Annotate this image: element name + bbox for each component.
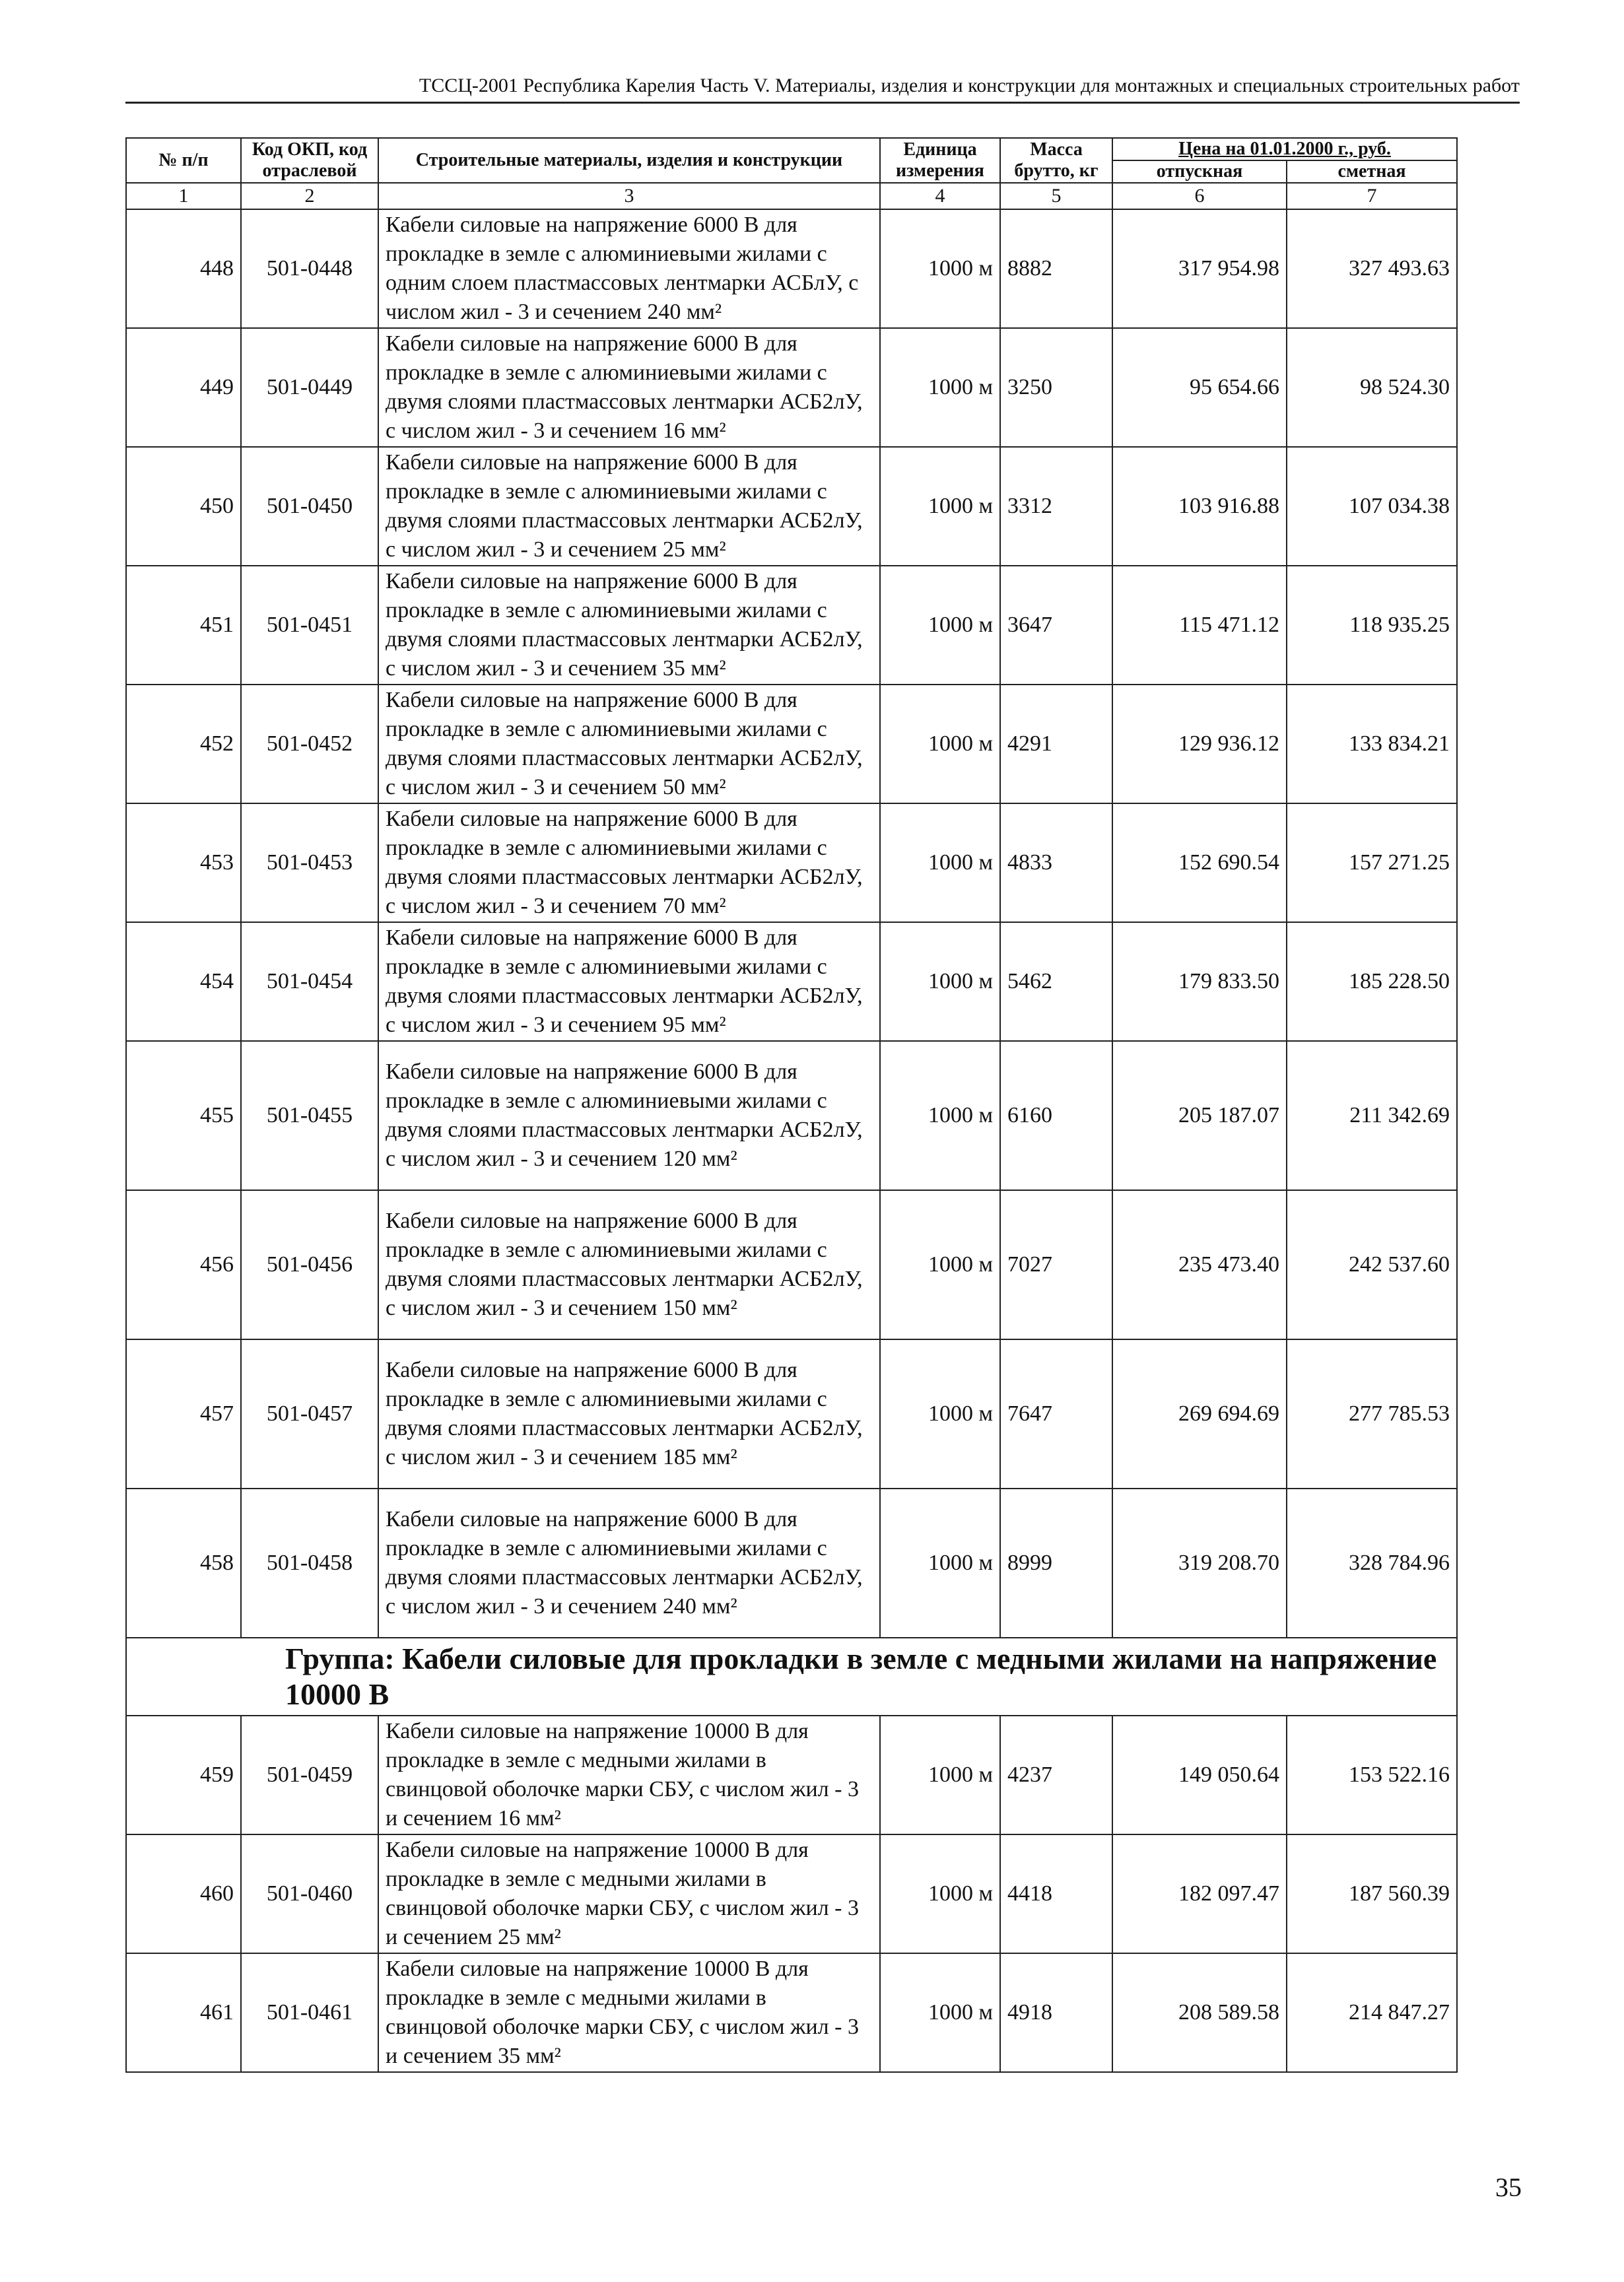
row-release-price: 269 694.69 [1112, 1339, 1287, 1489]
row-mass: 4918 [1000, 1953, 1112, 2072]
row-code: 501-0460 [241, 1834, 378, 1953]
row-number: 451 [126, 566, 241, 685]
row-estimate-price: 277 785.53 [1287, 1339, 1457, 1489]
row-release-price: 317 954.98 [1112, 209, 1287, 328]
table-row [126, 566, 1457, 685]
table-row [126, 328, 1457, 447]
row-release-price: 235 473.40 [1112, 1190, 1287, 1339]
row-release-price: 149 050.64 [1112, 1716, 1287, 1834]
row-unit: 1000 м [880, 1834, 1000, 1953]
row-release-price: 115 471.12 [1112, 566, 1287, 685]
row-unit: 1000 м [880, 1489, 1000, 1638]
row-number: 460 [126, 1834, 241, 1953]
table-body-copper [126, 1716, 1457, 2072]
row-estimate-price: 187 560.39 [1287, 1834, 1457, 1953]
row-unit: 1000 м [880, 803, 1000, 922]
row-number: 454 [126, 922, 241, 1041]
row-release-price: 319 208.70 [1112, 1489, 1287, 1638]
table-row [126, 1190, 1457, 1339]
row-release-price: 95 654.66 [1112, 328, 1287, 447]
row-code: 501-0456 [241, 1190, 378, 1339]
row-release-price: 103 916.88 [1112, 447, 1287, 566]
row-code: 501-0449 [241, 328, 378, 447]
row-description: Кабели силовые на напряжение 6000 В для прокладке в земле с алюминиевыми жилами с двумя слоями пластмассовых лентмарки АСБ2лУ, с числом жил - 3 и сечением 150 мм² [378, 1190, 880, 1339]
row-unit: 1000 м [880, 922, 1000, 1041]
row-release-price: 208 589.58 [1112, 1953, 1287, 2072]
table-row [126, 922, 1457, 1041]
row-description: Кабели силовые на напряжение 10000 В для прокладке в земле с медными жилами в свинцовой оболочке марки СБУ, с числом жил - 3 и сечением 16 мм² [378, 1716, 880, 1834]
row-number: 449 [126, 328, 241, 447]
row-code: 501-0454 [241, 922, 378, 1041]
row-estimate-price: 98 524.30 [1287, 328, 1457, 447]
row-code: 501-0452 [241, 685, 378, 803]
col-header-estimate: сметная [1287, 160, 1457, 183]
row-mass: 3647 [1000, 566, 1112, 685]
row-mass: 4833 [1000, 803, 1112, 922]
page-header: ТССЦ-2001 Республика Карелия Часть V. Материалы, изделия и конструкции для монтажных и специальных строительных работ [125, 73, 1520, 104]
row-description: Кабели силовые на напряжение 6000 В для прокладке в земле с алюминиевыми жилами с одним слоем пластмассовых лентмарки АСБлУ, с числом жил - 3 и сечением 240 мм² [378, 209, 880, 328]
row-unit: 1000 м [880, 447, 1000, 566]
row-mass: 3312 [1000, 447, 1112, 566]
row-code: 501-0451 [241, 566, 378, 685]
col-number: 6 [1112, 183, 1287, 209]
row-estimate-price: 133 834.21 [1287, 685, 1457, 803]
row-release-price: 152 690.54 [1112, 803, 1287, 922]
row-mass: 8882 [1000, 209, 1112, 328]
row-unit: 1000 м [880, 328, 1000, 447]
price-table [125, 137, 1458, 2073]
row-number: 452 [126, 685, 241, 803]
row-code: 501-0448 [241, 209, 378, 328]
row-number: 453 [126, 803, 241, 922]
row-description: Кабели силовые на напряжение 6000 В для прокладке в земле с алюминиевыми жилами с двумя слоями пластмассовых лентмарки АСБ2лУ, с числом жил - 3 и сечением 185 мм² [378, 1339, 880, 1489]
row-code: 501-0455 [241, 1041, 378, 1190]
col-number: 3 [378, 183, 880, 209]
row-number: 458 [126, 1489, 241, 1638]
row-code: 501-0457 [241, 1339, 378, 1489]
row-number: 455 [126, 1041, 241, 1190]
row-code: 501-0461 [241, 1953, 378, 2072]
row-mass: 7647 [1000, 1339, 1112, 1489]
row-number: 448 [126, 209, 241, 328]
row-release-price: 179 833.50 [1112, 922, 1287, 1041]
row-estimate-price: 211 342.69 [1287, 1041, 1457, 1190]
col-header-unit: Единица измерения [880, 138, 1000, 183]
col-header-num: № п/п [126, 138, 241, 183]
table-row [126, 447, 1457, 566]
row-code: 501-0450 [241, 447, 378, 566]
row-estimate-price: 107 034.38 [1287, 447, 1457, 566]
row-mass: 7027 [1000, 1190, 1112, 1339]
table-row [126, 1834, 1457, 1953]
row-estimate-price: 242 537.60 [1287, 1190, 1457, 1339]
table-row [126, 803, 1457, 922]
row-unit: 1000 м [880, 1041, 1000, 1190]
row-release-price: 182 097.47 [1112, 1834, 1287, 1953]
row-unit: 1000 м [880, 566, 1000, 685]
col-number: 1 [126, 183, 241, 209]
row-estimate-price: 214 847.27 [1287, 1953, 1457, 2072]
row-description: Кабели силовые на напряжение 6000 В для прокладке в земле с алюминиевыми жилами с двумя слоями пластмассовых лентмарки АСБ2лУ, с числом жил - 3 и сечением 16 мм² [378, 328, 880, 447]
row-mass: 3250 [1000, 328, 1112, 447]
table-row [126, 1953, 1457, 2072]
row-mass: 6160 [1000, 1041, 1112, 1190]
row-unit: 1000 м [880, 1190, 1000, 1339]
col-header-release: отпускная [1112, 160, 1287, 183]
row-description: Кабели силовые на напряжение 10000 В для прокладке в земле с медными жилами в свинцовой оболочке марки СБУ, с числом жил - 3 и сечением 35 мм² [378, 1953, 880, 2072]
table-row [126, 1716, 1457, 1834]
row-number: 457 [126, 1339, 241, 1489]
row-estimate-price: 118 935.25 [1287, 566, 1457, 685]
row-estimate-price: 328 784.96 [1287, 1489, 1457, 1638]
col-number: 7 [1287, 183, 1457, 209]
row-description: Кабели силовые на напряжение 6000 В для прокладке в земле с алюминиевыми жилами с двумя слоями пластмассовых лентмарки АСБ2лУ, с числом жил - 3 и сечением 95 мм² [378, 922, 880, 1041]
table-row [126, 1489, 1457, 1638]
row-unit: 1000 м [880, 685, 1000, 803]
col-number: 4 [880, 183, 1000, 209]
row-code: 501-0458 [241, 1489, 378, 1638]
row-mass: 4237 [1000, 1716, 1112, 1834]
row-mass: 4291 [1000, 685, 1112, 803]
col-header-price: Цена на 01.01.2000 г., руб. [1112, 138, 1457, 160]
row-description: Кабели силовые на напряжение 10000 В для прокладке в земле с медными жилами в свинцовой оболочке марки СБУ, с числом жил - 3 и сечением 25 мм² [378, 1834, 880, 1953]
group-title: Группа: Кабели силовые для прокладки в земле с медными жилами на напряжение 10000 В [126, 1638, 1457, 1716]
col-header-name: Строительные материалы, изделия и конструкции [378, 138, 880, 183]
row-unit: 1000 м [880, 1716, 1000, 1834]
row-unit: 1000 м [880, 1339, 1000, 1489]
col-number: 5 [1000, 183, 1112, 209]
table-body-aluminium [126, 209, 1457, 1638]
page-number: 35 [1495, 2172, 1522, 2202]
row-mass: 4418 [1000, 1834, 1112, 1953]
row-code: 501-0459 [241, 1716, 378, 1834]
row-description: Кабели силовые на напряжение 6000 В для прокладке в земле с алюминиевыми жилами с двумя слоями пластмассовых лентмарки АСБ2лУ, с числом жил - 3 и сечением 35 мм² [378, 566, 880, 685]
row-number: 461 [126, 1953, 241, 2072]
row-description: Кабели силовые на напряжение 6000 В для прокладке в земле с алюминиевыми жилами с двумя слоями пластмассовых лентмарки АСБ2лУ, с числом жил - 3 и сечением 120 мм² [378, 1041, 880, 1190]
row-release-price: 205 187.07 [1112, 1041, 1287, 1190]
row-mass: 8999 [1000, 1489, 1112, 1638]
row-unit: 1000 м [880, 1953, 1000, 2072]
row-mass: 5462 [1000, 922, 1112, 1041]
row-unit: 1000 м [880, 209, 1000, 328]
col-header-mass: Масса брутто, кг [1000, 138, 1112, 183]
col-number: 2 [241, 183, 378, 209]
row-estimate-price: 185 228.50 [1287, 922, 1457, 1041]
row-number: 450 [126, 447, 241, 566]
row-number: 456 [126, 1190, 241, 1339]
table-row [126, 685, 1457, 803]
table-row [126, 1339, 1457, 1489]
row-code: 501-0453 [241, 803, 378, 922]
row-estimate-price: 153 522.16 [1287, 1716, 1457, 1834]
table-row [126, 209, 1457, 328]
row-estimate-price: 327 493.63 [1287, 209, 1457, 328]
table-row [126, 1041, 1457, 1190]
row-estimate-price: 157 271.25 [1287, 803, 1457, 922]
col-header-code: Код ОКП, код отраслевой [241, 138, 378, 183]
row-release-price: 129 936.12 [1112, 685, 1287, 803]
row-description: Кабели силовые на напряжение 6000 В для прокладке в земле с алюминиевыми жилами с двумя слоями пластмассовых лентмарки АСБ2лУ, с числом жил - 3 и сечением 240 мм² [378, 1489, 880, 1638]
row-number: 459 [126, 1716, 241, 1834]
row-description: Кабели силовые на напряжение 6000 В для прокладке в земле с алюминиевыми жилами с двумя слоями пластмассовых лентмарки АСБ2лУ, с числом жил - 3 и сечением 25 мм² [378, 447, 880, 566]
row-description: Кабели силовые на напряжение 6000 В для прокладке в земле с алюминиевыми жилами с двумя слоями пластмассовых лентмарки АСБ2лУ, с числом жил - 3 и сечением 50 мм² [378, 685, 880, 803]
row-description: Кабели силовые на напряжение 6000 В для прокладке в земле с алюминиевыми жилами с двумя слоями пластмассовых лентмарки АСБ2лУ, с числом жил - 3 и сечением 70 мм² [378, 803, 880, 922]
